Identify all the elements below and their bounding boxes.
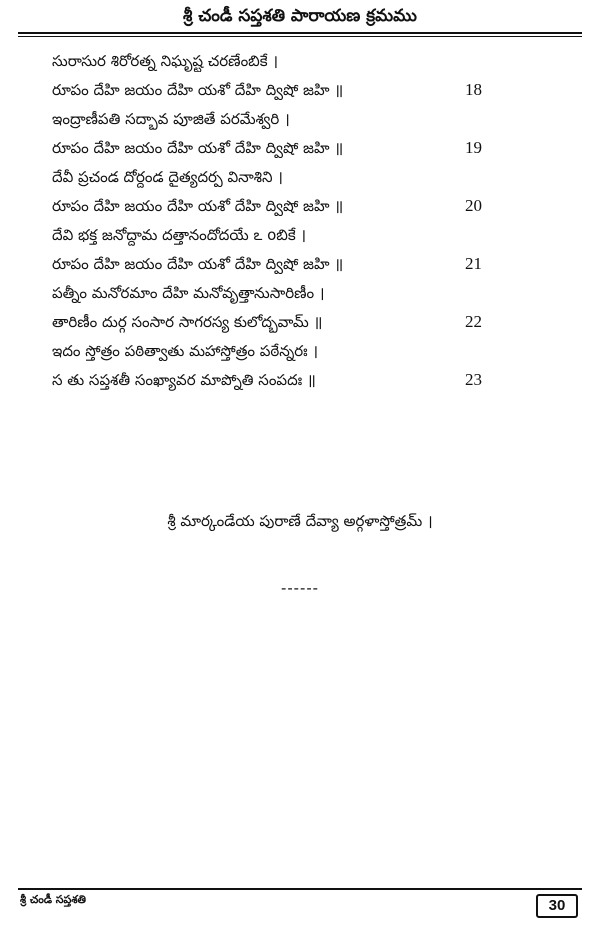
verse-text: రూపం దేహి జయం దేహి యశో దేహి ద్విషో జహి ॥: [52, 139, 344, 157]
verse-line: [52, 137, 482, 166]
colophon: శ్రీ మార్కండేయ పురాణే దేవ్యా అర్గళాస్తోత్రమ్ ।: [167, 512, 433, 530]
verse-text: రూపం దేహి జయం దేహి యశో దేహి ద్విషో జహి ॥: [52, 81, 344, 99]
verse-line: [52, 369, 482, 398]
verse-text: దేవి భక్త జనోద్దామ దత్తానందోదయే ఽ oబికే ।: [52, 226, 307, 244]
verse-list: [52, 50, 482, 398]
verse-number: 21: [465, 254, 482, 273]
header-rule: [18, 32, 582, 37]
verse-text: పత్నీం మనోరమాం దేహి మనోవృత్తానుసారిణీం ।: [52, 284, 325, 302]
verse-number: 18: [465, 80, 482, 99]
verse-number: 19: [465, 138, 482, 157]
verse-line: [52, 108, 482, 137]
footer-book-title: శ్రీ చండీ సప్తశతి: [20, 893, 86, 906]
end-marker: ------: [281, 580, 319, 597]
verse-number: 22: [465, 312, 482, 331]
page-header-title: శ్రీ చండీ సప్తశతి పారాయణ క్రమము: [183, 6, 417, 26]
verse-line: [52, 253, 482, 282]
verse-line: [52, 166, 482, 195]
verse-number: 20: [465, 196, 482, 215]
verse-text: సురాసుర శిరోరత్న నిఘృష్ట చరణేంబికే ।: [52, 52, 279, 70]
verse-line: [52, 311, 482, 340]
verse-text: స తు సప్తశతీ సంఖ్యావర మాప్నోతి సంపదః ॥: [52, 371, 316, 389]
verse-text: ఇదం స్తోత్రం పఠిత్వాతు మహాస్తోత్రం పఠేన్నరః ।: [52, 342, 319, 360]
verse-text: తారిణీం దుర్గ సంసార సాగరస్య కులోద్భవామ్ ॥: [52, 313, 323, 331]
footer-rule: [18, 888, 582, 890]
verse-number: 23: [465, 370, 482, 389]
verse-text: దేవీ ప్రచండ దోర్దండ దైత్యదర్ప వినాశిని ।: [52, 168, 283, 186]
verse-text: ఇంద్రాణీపతి సద్భావ పూజితే పరమేశ్వరి ।: [52, 110, 290, 128]
verse-line: [52, 50, 482, 79]
verse-line: [52, 340, 482, 369]
verse-text: రూపం దేహి జయం దేహి యశో దేహి ద్విషో జహి ॥: [52, 255, 344, 273]
page-number-box: 30: [536, 894, 578, 918]
verse-line: [52, 195, 482, 224]
verse-line: [52, 224, 482, 253]
verse-line: [52, 79, 482, 108]
verse-line: [52, 282, 482, 311]
verse-text: రూపం దేహి జయం దేహి యశో దేహి ద్విషో జహి ॥: [52, 197, 344, 215]
